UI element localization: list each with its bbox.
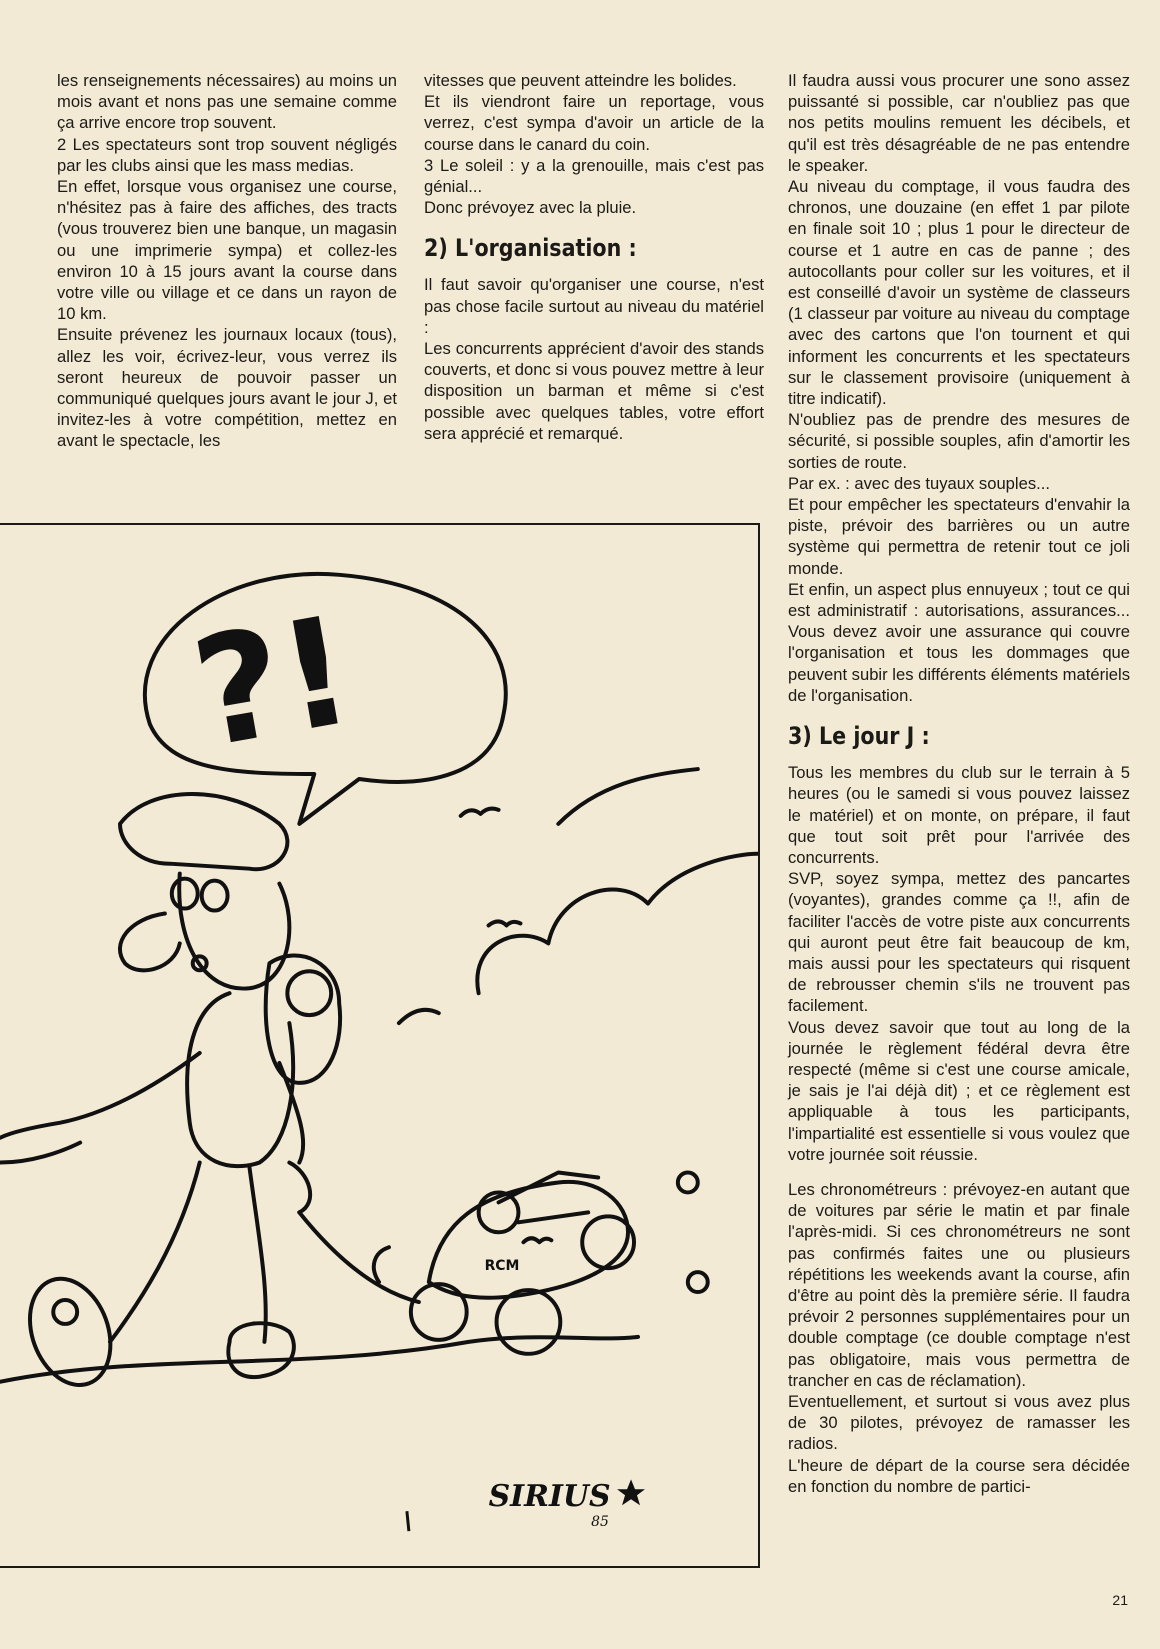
- paragraph: 2 Les spectateurs sont trop souvent négligés par les clubs ainsi que les mass medias.: [57, 134, 397, 175]
- leash: [299, 1212, 419, 1302]
- bird-icon: [523, 1238, 551, 1242]
- paragraph: Et ils viendront faire un reportage, vous verrez, c'est sympa d'avoir un article de la course dans le canard du coin.: [424, 92, 764, 154]
- paragraph: L'heure de départ de la course sera décidée en fonction du nombre de partici-: [788, 1455, 1130, 1496]
- character-eye: [202, 881, 228, 911]
- paragraph: Donc prévoyez avec la pluie.: [424, 198, 637, 218]
- character-leg: [249, 1168, 265, 1342]
- paragraph: Les chronométreurs : prévoyez-en autant que de voitures par série le matin et par finale l'après-midi. Si ces chronométreurs ne sont pas confirmés faites une ou plusieurs répétitions les weekends avant la course, afin d'être au point dès la première série. Il faudra prévoir 2 personnes supplémentaires pour un double comptage (ce double comptage n'est pas obligatoire, mais vous permettra de trancher en cas de réclamation).: [788, 1179, 1130, 1390]
- character-body: [187, 993, 293, 1166]
- artist-signature-year: 85: [591, 1514, 609, 1531]
- character-leg: [110, 1163, 200, 1342]
- paragraph: Eventuellement, et surtout si vous avez plus de 30 pilotes, prévoyez de ramasser les radios.: [788, 1391, 1130, 1454]
- text-column-3: [788, 70, 1130, 1497]
- rc-car-wheel: [411, 1284, 467, 1340]
- paragraph: En effet, lorsque vous organisez une course, n'hésitez pas à faire des affiches, des tracts (vous trouverez bien une banque, un magasin ou une imprimerie sympa) et collez-les environ 10 à 15 jours avant la course dans votre ville ou village et ce dans un rayon de 10 km.: [57, 177, 397, 324]
- paragraph: vitesses que peuvent atteindre les bolides.: [424, 71, 737, 90]
- text-column-1: [57, 70, 397, 452]
- cartoon-drawing: [0, 525, 758, 1566]
- rc-car-wheel: [497, 1290, 561, 1354]
- paragraph: Au niveau du comptage, il vous faudra des chronos, une douzaine (en effet 1 par pilote en finale soit 10 ; plus 1 pour le directeur de course et 1 autre en cas de panne ; des autocollants pour coller sur les voitures, et il est conseillé d'avoir un système de classeurs (1 classeur par voiture au niveau du comptage avec des cartons que l'on tournent et qui informent les concurrents et les spectateurs sur le classement provisoire (uniquement à titre indicatif).: [788, 177, 1130, 409]
- text-column-2: [424, 70, 764, 444]
- character-nose: [120, 914, 180, 971]
- artist-signature: SIRIUS: [488, 1479, 611, 1515]
- character-eye: [172, 879, 198, 909]
- paragraph: Il faudra aussi vous procurer une sono assez puissanté si possible, car n'oubliez pas que nos petits moulins remuent les décibels, et qu'il est très désagréable de ne pas entendre le speaker.: [788, 71, 1130, 175]
- paragraph: SVP, soyez sympa, mettez des pancartes (voyantes), grandes comme ça !!, afin de faciliter l'accès de votre piste aux concurrents qui auront peut être fait beaucoup de km, mais aussi pour les spectateurs qui risquent de rebrousser chemin s'ils ne trouvent pas facilement.: [788, 869, 1130, 1016]
- page-number: 21: [1112, 1592, 1128, 1608]
- bird-icon: [489, 921, 521, 925]
- paragraph: Il faut savoir qu'organiser une course, n'est pas chose facile surtout au niveau du matériel :: [424, 275, 764, 337]
- paragraph: Par ex. : avec des tuyaux souples...: [788, 473, 1050, 493]
- character-arm: [0, 1053, 199, 1138]
- paragraph: N'oubliez pas de prendre des mesures de sécurité, si possible souples, afin d'amortir les sorties de route.: [788, 410, 1130, 472]
- ground-line: [0, 1337, 638, 1382]
- speech-bubble-text: ?!: [181, 583, 365, 782]
- paragraph: Ensuite prévenez les journaux locaux (tous), allez les voir, écrivez-leur, vous verrez ils seront heureux de pouvoir passer un communiqué quelques jours avant le jour J, et invitez-les à votre compétition, mettez en avant le spectacle, les: [57, 325, 397, 451]
- section-heading-jour-j: 3) Le jour J :: [788, 722, 930, 751]
- paragraph: Les concurrents apprécient d'avoir des stands couverts, et donc si vous pouvez mettre à leur disposition un barman et même si c'est possible avec quelques tables, votre effort sera apprécié et remarqué.: [424, 339, 764, 443]
- dust-puff: [688, 1272, 708, 1292]
- star-icon: [617, 1479, 645, 1505]
- paragraph: Tous les membres du club sur le terrain à 5 heures (ou le samedi si vous pouvez laissez le matériel) et on monte, on prépare, il faut que tout soit prêt pour l'arrivée des concurrents.: [788, 763, 1130, 867]
- paragraph: les renseignements nécessaires) au moins un mois avant et nons pas une semaine comme ça arrive encore trop souvent.: [57, 71, 397, 133]
- section-heading-organisation: 2) L'organisation :: [424, 234, 637, 263]
- paragraph: Et enfin, un aspect plus ennuyeux ; tout ce qui est administratif : autorisations, assurances... Vous devez avoir une assurance qui couvre l'organisation et tous les dommages que peuvent subir les différents éléments matériels de l'organisation.: [788, 579, 1130, 705]
- cartoon-illustration: [0, 523, 760, 1568]
- paragraph: 3 Le soleil : y a la grenouille, mais c'est pas génial...: [424, 155, 764, 197]
- character-cap: [120, 794, 287, 869]
- bird-icon: [461, 809, 499, 816]
- car-plate-text: RCM: [484, 1258, 520, 1275]
- paragraph: Vous devez savoir que tout au long de la journée le règlement fédéral devra être respecté (même si c'est une course amicale, je sais je l'ai déjà dit) ; et ce règlement est appliquable à tous les participants, l'impartialité est essentielle si vous voulez que votre journée soit réussie.: [788, 1017, 1130, 1164]
- dust-puff: [678, 1173, 698, 1193]
- paragraph: Et pour empêcher les spectateurs d'envahir la piste, prévoir des barrières ou un autre système qui permettra de retenir tout ce joli monde.: [788, 495, 1130, 578]
- character-shoe: [228, 1323, 294, 1377]
